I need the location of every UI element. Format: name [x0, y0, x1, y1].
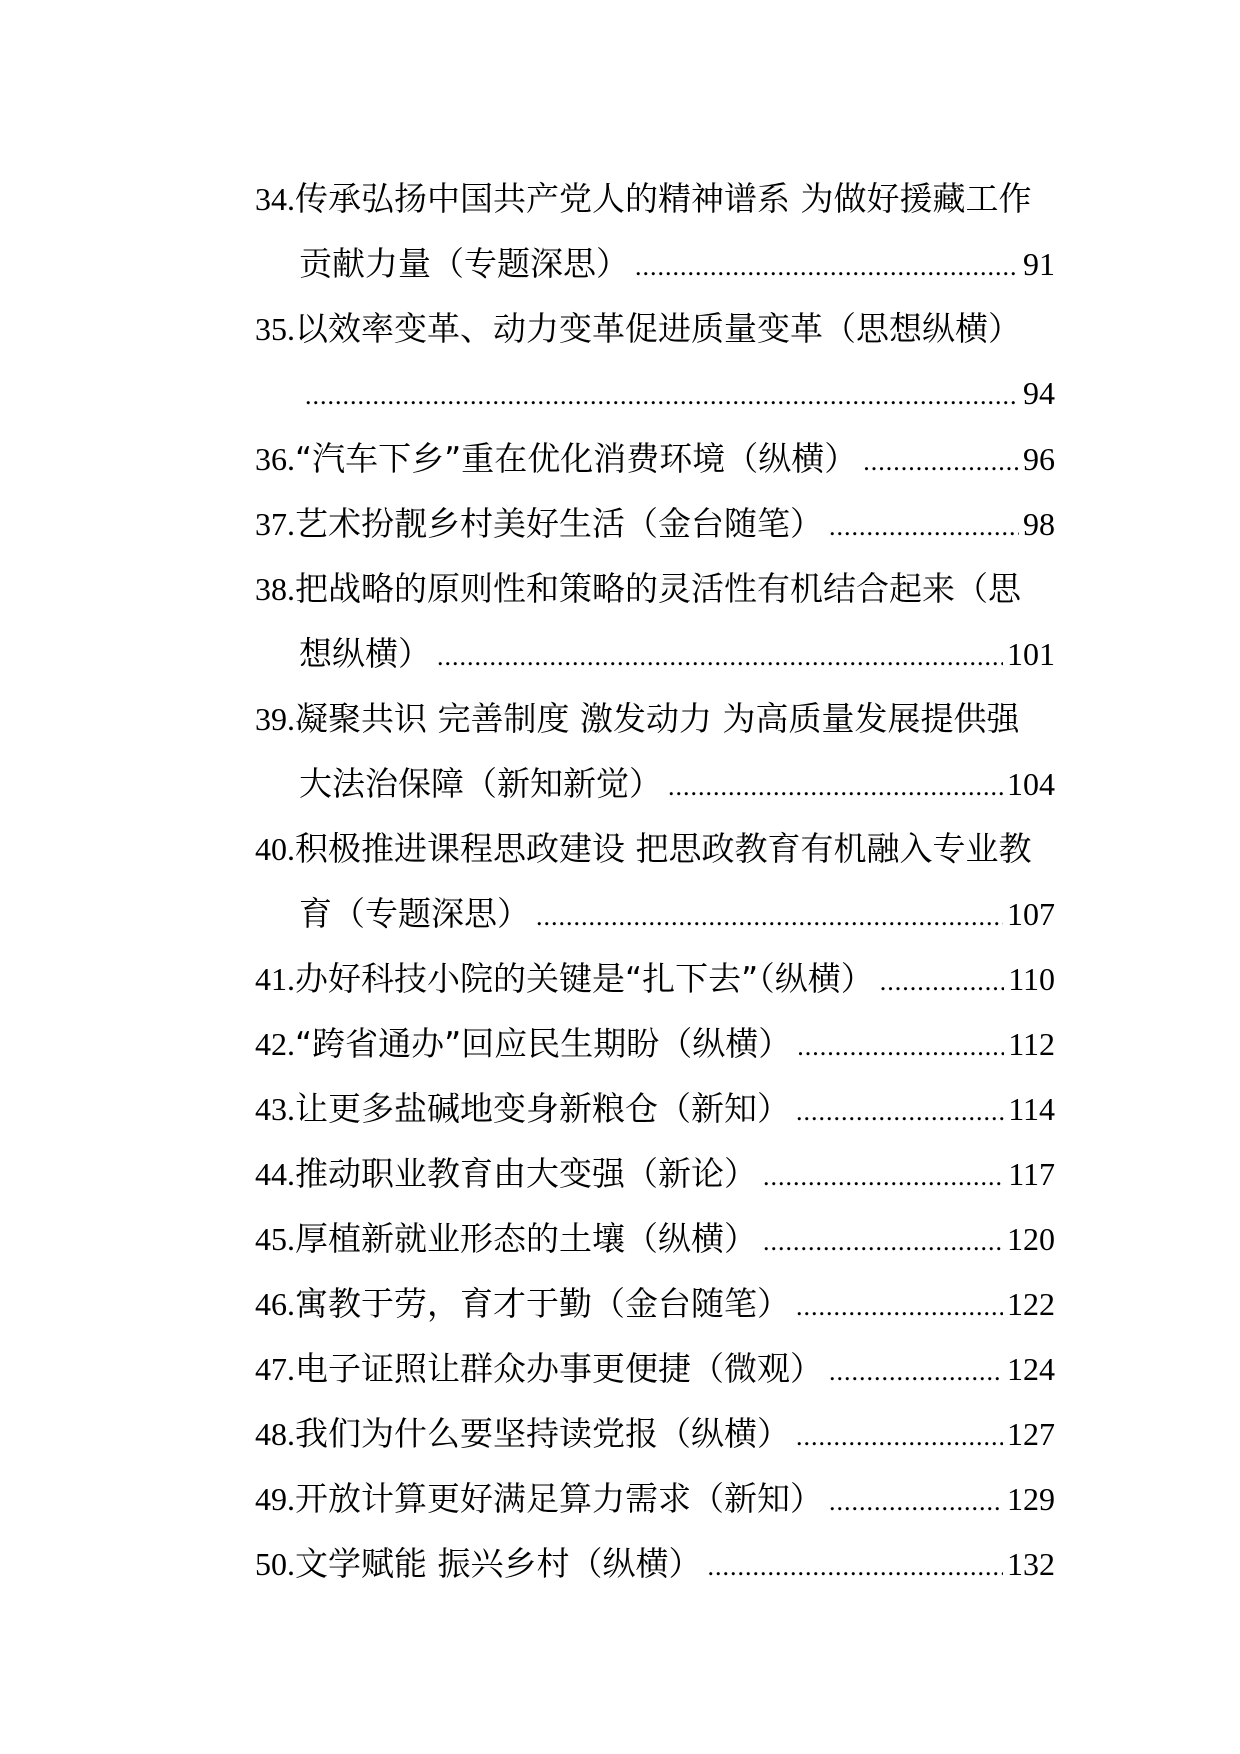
dot-leader: [763, 1144, 1004, 1206]
entry-number: 41.: [255, 961, 295, 997]
toc-entry-42[interactable]: [255, 1011, 1055, 1076]
dot-leader: [796, 1274, 1003, 1336]
dot-leader: [536, 884, 1003, 946]
toc-entry-45[interactable]: [255, 1206, 1055, 1271]
page-number: 94: [1023, 375, 1055, 411]
page-number: 122: [1007, 1286, 1055, 1322]
entry-title: 以效率变革、动力变革促进质量变革（思想纵横）: [295, 309, 1021, 348]
entry-title: 育（专题深思）: [299, 894, 530, 933]
toc-entry-49[interactable]: [255, 1466, 1055, 1531]
entry-title: “跨省通办”回应民生期盼（纵横）: [295, 1024, 792, 1063]
toc-entry-40-line-1[interactable]: [255, 816, 1055, 881]
toc-entry-48[interactable]: [255, 1401, 1055, 1466]
entry-title: 推动职业教育由大变强（新论）: [295, 1154, 757, 1193]
dot-leader: [796, 1079, 1004, 1141]
page-number: 120: [1007, 1221, 1055, 1257]
entry-number: 34.: [255, 181, 295, 217]
entry-title: 贡献力量（专题深思）: [299, 244, 629, 283]
page-number: 91: [1023, 246, 1055, 282]
entry-number: 39.: [255, 701, 295, 737]
toc-entry-39-line-1[interactable]: [255, 686, 1055, 751]
dot-leader: [763, 1209, 1003, 1271]
entry-title: 积极推进课程思政建设 把思政教育有机融入专业教: [295, 829, 1032, 868]
entry-title: 我们为什么要坚持读党报（纵横）: [295, 1414, 790, 1453]
dot-leader: [863, 429, 1019, 491]
page-number: 110: [1008, 961, 1055, 997]
page-number: 117: [1008, 1156, 1055, 1192]
dot-leader: [829, 494, 1019, 556]
entry-title: 办好科技小院的关键是“扎下去”（纵横）: [295, 959, 874, 998]
dot-leader: [796, 1404, 1003, 1466]
entry-number: 43.: [255, 1091, 295, 1127]
entry-title: 大法治保障（新知新觉）: [299, 764, 662, 803]
entry-number: 48.: [255, 1416, 295, 1452]
toc-entry-34-line-2[interactable]: [255, 231, 1055, 296]
toc-entry-47[interactable]: [255, 1336, 1055, 1401]
entry-title: 传承弘扬中国共产党人的精神谱系 为做好援藏工作: [295, 179, 1032, 218]
entry-number: 49.: [255, 1481, 295, 1517]
dot-leader: [829, 1469, 1003, 1531]
entry-title: 电子证照让群众办事更便捷（微观）: [295, 1349, 823, 1388]
entry-number: 40.: [255, 831, 295, 867]
dot-leader: [880, 949, 1004, 1011]
entry-number: 36.: [255, 441, 295, 477]
page-number: 98: [1023, 506, 1055, 542]
dot-leader: [797, 1014, 1004, 1076]
toc-entry-38-line-1[interactable]: [255, 556, 1055, 621]
toc-entry-41[interactable]: [255, 946, 1055, 1011]
page-number: 101: [1007, 636, 1055, 672]
entry-title: 寓教于劳，育才于勤（金台随笔）: [295, 1284, 790, 1323]
entry-title: 厚植新就业形态的土壤（纵横）: [295, 1219, 757, 1258]
dot-leader: [668, 754, 1003, 816]
page-number: 104: [1007, 766, 1055, 802]
entry-title: 凝聚共识 完善制度 激发动力 为高质量发展提供强: [295, 699, 1020, 738]
page-number: 129: [1007, 1481, 1055, 1517]
entry-number: 46.: [255, 1286, 295, 1322]
dot-leader: [437, 624, 1003, 686]
page-number: 112: [1008, 1026, 1055, 1062]
page-number: 114: [1008, 1091, 1055, 1127]
dot-leader: [305, 363, 1019, 426]
toc-entry-39-line-2[interactable]: [255, 751, 1055, 816]
page-number: 127: [1007, 1416, 1055, 1452]
toc-entry-35-line-1[interactable]: [255, 296, 1055, 361]
entry-title: 开放计算更好满足算力需求（新知）: [295, 1479, 823, 1518]
toc-entry-36[interactable]: [255, 426, 1055, 491]
entry-number: 45.: [255, 1221, 295, 1257]
toc-entry-50[interactable]: [255, 1531, 1055, 1596]
entry-title: 艺术扮靓乡村美好生活（金台随笔）: [295, 504, 823, 543]
entry-title: 文学赋能 振兴乡村（纵横）: [295, 1544, 702, 1583]
dot-leader: [635, 234, 1019, 296]
entry-number: 35.: [255, 311, 295, 347]
toc-entry-40-line-2[interactable]: [255, 881, 1055, 946]
toc-entry-37[interactable]: [255, 491, 1055, 556]
table-of-contents: [255, 166, 1055, 1596]
page-number: 107: [1007, 896, 1055, 932]
dot-leader: [829, 1339, 1003, 1401]
toc-entry-43[interactable]: [255, 1076, 1055, 1141]
toc-entry-35-line-2[interactable]: [255, 361, 1055, 426]
entry-number: 47.: [255, 1351, 295, 1387]
entry-number: 42.: [255, 1026, 295, 1062]
toc-entry-44[interactable]: [255, 1141, 1055, 1206]
toc-entry-34-line-1[interactable]: [255, 166, 1055, 231]
entry-number: 38.: [255, 571, 295, 607]
entry-title: “汽车下乡”重在优化消费环境（纵横）: [295, 439, 858, 478]
entry-number: 44.: [255, 1156, 295, 1192]
entry-title: 让更多盐碱地变身新粮仓（新知）: [295, 1089, 790, 1128]
page-number: 124: [1007, 1351, 1055, 1387]
entry-number: 50.: [255, 1546, 295, 1582]
entry-number: 37.: [255, 506, 295, 542]
entry-title: 想纵横）: [299, 634, 431, 673]
toc-entry-38-line-2[interactable]: [255, 621, 1055, 686]
dot-leader: [708, 1534, 1004, 1596]
entry-title: 把战略的原则性和策略的灵活性有机结合起来（思: [295, 569, 1021, 608]
page-number: 132: [1007, 1546, 1055, 1582]
toc-entry-46[interactable]: [255, 1271, 1055, 1336]
page-number: 96: [1023, 441, 1055, 477]
